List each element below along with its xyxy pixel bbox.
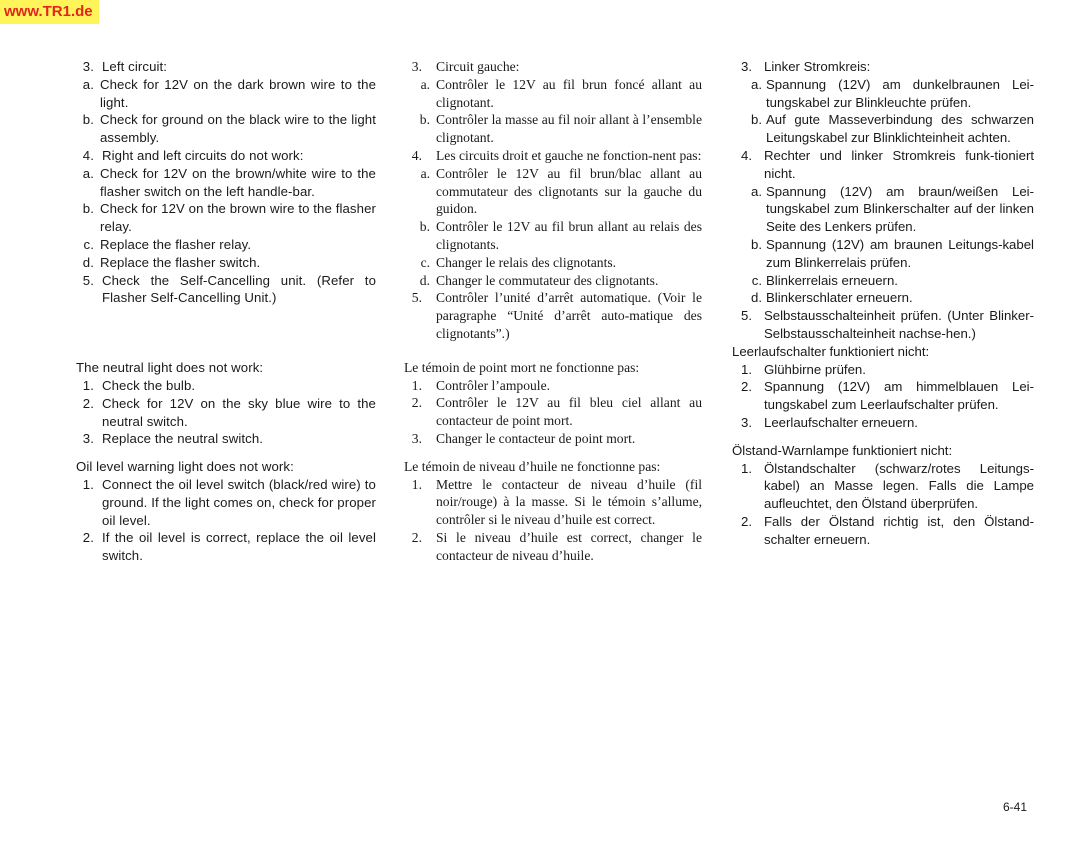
- item-marker: 4.: [82, 147, 94, 163]
- list-item: [76, 76, 376, 112]
- list-item: [76, 395, 376, 431]
- item-text: Check for 12V on the brown/white wire to the flasher switch on the left handle-bar.: [100, 165, 376, 199]
- list-item: [404, 147, 702, 165]
- list-item: [76, 476, 376, 529]
- item-text: Changer le relais des clignotants.: [436, 254, 617, 270]
- item-marker: b.: [751, 236, 762, 252]
- heading-neutral-light-de: Leerlaufschalter funktioniert nicht:: [732, 343, 930, 359]
- item-marker: a.: [420, 76, 430, 92]
- item-text: Contrôler la masse au fil noir allant à l’ensemble clignotant.: [436, 112, 702, 146]
- section-oil-warning-en: [76, 476, 376, 565]
- list-item: [732, 111, 1034, 147]
- item-text: Check for ground on the black wire to the light assembly.: [100, 112, 376, 146]
- item-text: Falls der Ölstand richtig ist, den Ölstand-schalter erneuern.: [764, 513, 1034, 547]
- item-marker: 3.: [411, 430, 422, 446]
- item-text: Right and left circuits do not work:: [102, 147, 304, 163]
- item-text: Selbstausschalteinheit prüfen. (Unter Blinker-Selbstausschalteinheit nachse-hen.): [764, 308, 1034, 341]
- list-item: [732, 513, 1034, 549]
- list-item: [404, 430, 702, 448]
- item-marker: 3.: [411, 59, 422, 74]
- heading-neutral-light-fr: Le témoin de point mort ne fonctionne pas:: [404, 359, 640, 375]
- item-text: Check the bulb.: [102, 377, 196, 393]
- list-item: [76, 58, 376, 76]
- list-item: [404, 254, 702, 272]
- item-marker: 3.: [741, 59, 752, 74]
- heading-neutral-light-en: The neutral light does not work:: [76, 360, 264, 376]
- item-marker: a.: [751, 76, 762, 92]
- item-text: Contrôler l’unité d’arrêt automatique. (Voir le paragraphe “Unité d’arrêt auto-matique des clignotants”.): [436, 290, 702, 341]
- item-marker: a.: [82, 76, 94, 92]
- item-marker: 5.: [411, 290, 422, 306]
- heading-oil-warning-de: Ölstand-Warnlampe funktioniert nicht:: [732, 442, 953, 458]
- item-marker: d.: [82, 254, 94, 270]
- item-text: Changer le commutateur des clignotants.: [436, 272, 659, 288]
- item-text: Auf gute Masseverbindung des schwarzen Leitungskabel zur Blinklichteinheit achten.: [766, 112, 1034, 146]
- item-text: Mettre le contacteur de niveau d’huile (fil noir/rouge) à la masse. Si le témoin s’allume, contrôler si le niveau d’huile est correct.: [436, 476, 702, 528]
- item-marker: 4.: [411, 147, 422, 163]
- item-text: Rechter und linker Stromkreis funk-tioniert nicht.: [764, 147, 1034, 181]
- item-text: If the oil level is correct, replace the oil level switch.: [102, 530, 376, 564]
- item-text: Spannung (12V) am braun/weißen Lei-tungskabel zum Blinkerschalter auf der linken Seite des Lenkers prüfen.: [766, 183, 1034, 235]
- item-marker: d.: [751, 290, 762, 306]
- list-item: [404, 289, 702, 342]
- list-item: [732, 414, 1034, 432]
- item-text: Check for 12V on the brown wire to the flasher relay.: [100, 201, 376, 235]
- item-text: Contrôler l’ampoule.: [436, 377, 551, 393]
- item-text: Changer le contacteur de point mort.: [436, 430, 636, 446]
- item-text: Check the Self-Cancelling unit. (Refer to Flasher Self-Cancelling Unit.): [102, 272, 376, 306]
- item-text: Replace the neutral switch.: [102, 431, 264, 447]
- item-marker: b.: [82, 201, 94, 217]
- item-marker: 1.: [741, 361, 752, 377]
- list-item: [404, 272, 702, 290]
- item-text: Contrôler le 12V au fil brun/blac allant au commutateur des clignotants sur la gauche du guidon.: [436, 165, 702, 217]
- item-marker: 1.: [411, 476, 422, 492]
- item-text: Les circuits droit et gauche ne fonction-nent pas:: [436, 147, 702, 163]
- list-item: [404, 165, 702, 218]
- list-item: [404, 111, 702, 147]
- item-marker: 2.: [741, 513, 752, 529]
- section-turn-signal-fr: [404, 58, 702, 343]
- item-marker: 1.: [82, 377, 94, 393]
- page-number: 6-41: [1003, 800, 1028, 814]
- item-marker: a.: [82, 165, 94, 181]
- item-marker: b.: [751, 112, 762, 128]
- item-marker: 2.: [82, 530, 94, 546]
- list-item: [76, 200, 376, 236]
- item-marker: b.: [419, 219, 430, 235]
- list-item: [732, 58, 1034, 76]
- column-english: [76, 58, 376, 565]
- list-item: [732, 460, 1034, 513]
- item-text: Contrôler le 12V au fil brun foncé allant au clignotant.: [436, 76, 702, 110]
- list-item: [732, 76, 1034, 112]
- item-marker: 3.: [741, 414, 752, 430]
- list-item: [76, 430, 376, 448]
- item-text: Check for 12V on the dark brown wire to the light.: [100, 76, 376, 110]
- list-item: [404, 476, 702, 529]
- item-text: Replace the flasher switch.: [100, 254, 261, 270]
- list-item: [76, 254, 376, 272]
- item-marker: 5.: [82, 272, 94, 288]
- heading-oil-warning-fr: Le témoin de niveau d’huile ne fonctionne pas:: [404, 458, 661, 474]
- list-item: [404, 377, 702, 395]
- column-german: [732, 58, 1034, 549]
- item-text: Blinkerrelais erneuern.: [766, 272, 898, 288]
- item-text: Connect the oil level switch (black/red wire) to ground. If the light comes on, check for proper oil level.: [102, 476, 376, 528]
- section-oil-warning-fr: [404, 476, 702, 565]
- heading-oil-warning-en: Oil level warning light does not work:: [76, 459, 294, 475]
- item-text: Replace the flasher relay.: [100, 236, 252, 252]
- list-item: [732, 361, 1034, 379]
- item-text: Ölstandschalter (schwarz/rotes Leitungs-kabel) an Masse legen. Falls die Lampe aufleuchtet, den Ölstand überprüfen.: [764, 460, 1034, 512]
- item-text: Circuit gauche:: [436, 59, 520, 74]
- item-marker: 1.: [82, 476, 94, 492]
- list-item: [76, 111, 376, 147]
- section-turn-signal-en: [76, 58, 376, 307]
- item-marker: 3.: [82, 431, 94, 447]
- item-text: Spannung (12V) am dunkelbraunen Lei-tungskabel zur Blinkleuchte prüfen.: [766, 76, 1034, 110]
- item-marker: 5.: [741, 308, 752, 324]
- item-text: Leerlaufschalter erneuern.: [764, 414, 918, 430]
- item-marker: a.: [420, 165, 430, 181]
- list-item: [76, 165, 376, 201]
- list-item: [404, 394, 702, 430]
- item-text: Check for 12V on the sky blue wire to the neutral switch.: [102, 395, 376, 429]
- item-text: Spannung (12V) am braunen Leitungs-kabel zum Blinkerrelais prüfen.: [766, 236, 1034, 270]
- item-marker: c.: [83, 236, 94, 252]
- list-item: [404, 218, 702, 254]
- item-marker: c.: [751, 272, 762, 288]
- item-text: Left circuit:: [102, 59, 168, 74]
- item-marker: c.: [420, 254, 430, 270]
- list-item: [76, 529, 376, 565]
- item-text: Spannung (12V) am himmelblauen Lei-tungskabel zum Leerlaufschalter prüfen.: [764, 379, 1034, 413]
- section-neutral-light-de: [732, 361, 1034, 432]
- item-marker: a.: [751, 183, 762, 199]
- list-item: [732, 272, 1034, 290]
- item-text: Contrôler le 12V au fil brun allant au relais des clignotants.: [436, 219, 702, 252]
- item-marker: d.: [419, 272, 430, 288]
- section-oil-warning-de: [732, 460, 1034, 549]
- item-text: Glühbirne prüfen.: [764, 361, 866, 377]
- item-marker: 2.: [411, 395, 422, 411]
- list-item: [76, 272, 376, 308]
- item-marker: 1.: [411, 377, 422, 393]
- list-item: [732, 236, 1034, 272]
- item-text: Blinkerschlater erneuern.: [766, 290, 913, 306]
- item-text: Contrôler le 12V au fil bleu ciel allant au contacteur de point mort.: [436, 395, 702, 429]
- item-marker: 1.: [741, 460, 752, 476]
- list-item: [404, 58, 702, 76]
- list-item: [404, 76, 702, 112]
- list-item: [732, 289, 1034, 307]
- list-item: [732, 147, 1034, 183]
- column-french: [404, 58, 702, 565]
- section-turn-signal-de: [732, 58, 1034, 343]
- item-marker: b.: [419, 112, 430, 128]
- item-text: Linker Stromkreis:: [764, 59, 871, 74]
- list-item: [76, 377, 376, 395]
- list-item: [404, 529, 702, 565]
- section-neutral-light-en: [76, 377, 376, 448]
- item-marker: 4.: [741, 147, 752, 163]
- list-item: [732, 307, 1034, 343]
- item-marker: b.: [82, 112, 94, 128]
- list-item: [76, 236, 376, 254]
- item-text: Si le niveau d’huile est correct, changer le contacteur de niveau d’huile.: [436, 529, 702, 563]
- item-marker: 3.: [82, 59, 94, 74]
- list-item: [76, 147, 376, 165]
- item-marker: 2.: [741, 379, 752, 395]
- item-marker: 2.: [82, 395, 94, 411]
- list-item: [732, 183, 1034, 236]
- section-neutral-light-fr: [404, 377, 702, 448]
- list-item: [732, 378, 1034, 414]
- site-watermark: www.TR1.de: [0, 0, 99, 24]
- item-marker: 2.: [411, 529, 422, 545]
